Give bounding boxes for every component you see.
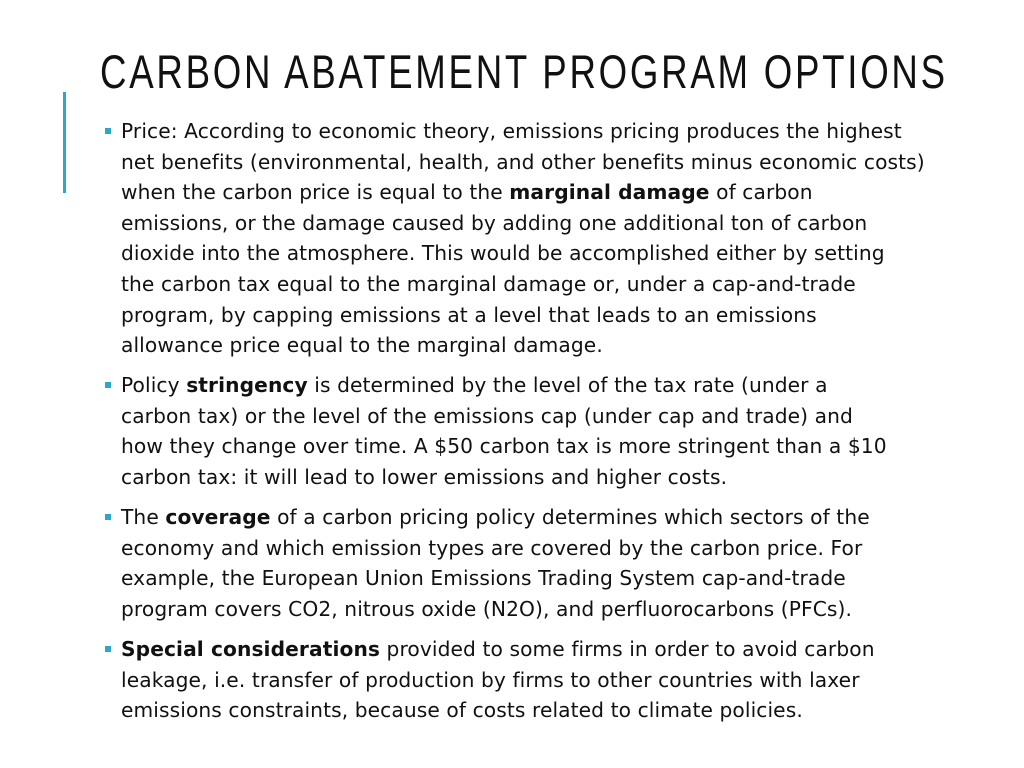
text-line: Price: According to economic theory, emissions pricing produces the highest (121, 119, 902, 143)
text-line: Special considerations provided to some firms in order to avoid carbon (121, 637, 875, 661)
text-line: emissions, or the damage caused by adding one additional ton of carbon (121, 210, 868, 235)
text-line: net benefits (environmental, health, and other benefits minus economic costs) (121, 149, 925, 174)
square-bullet-icon (105, 646, 111, 652)
text-line: economy and which emission types are covered by the carbon price. For (121, 535, 863, 560)
text-line: carbon tax) or the level of the emissions cap (under cap and trade) and (121, 403, 853, 428)
text-line: how they change over time. A $50 carbon tax is more stringent than a $10 (121, 434, 887, 459)
accent-bar (63, 92, 66, 193)
text-line: Policy stringency is determined by the level of the tax rate (under a (121, 373, 828, 398)
text-line: dioxide into the atmosphere. This would be accomplished either by setting (121, 241, 885, 266)
text-line: allowance price equal to the marginal damage. (121, 333, 603, 358)
bullet-item-price (103, 116, 983, 361)
square-bullet-icon (105, 128, 111, 134)
text-line: when the carbon price is equal to the marginal damage of carbon (121, 180, 813, 205)
bullet-item-coverage (103, 502, 983, 624)
emphasis-coverage: coverage (165, 505, 271, 530)
text-line: The coverage of a carbon pricing policy determines which sectors of the (121, 505, 870, 530)
bullet-item-stringency (103, 370, 983, 492)
text-line: program covers CO2, nitrous oxide (N2O), and perfluorocarbons (PFCs). (121, 596, 853, 621)
square-bullet-icon (105, 514, 111, 520)
text-line: emissions constraints, because of costs related to climate policies. (121, 698, 803, 723)
text-line: leakage, i.e. transfer of production by firms to other countries with laxer (121, 667, 860, 692)
emphasis-special-considerations: Special considerations (121, 637, 381, 661)
text-line: example, the European Union Emissions Trading System cap-and-trade (121, 566, 846, 591)
slide-title: CARBON ABATEMENT PROGRAM OPTIONS (100, 45, 948, 98)
emphasis-stringency: stringency (186, 373, 308, 398)
square-bullet-icon (105, 382, 111, 388)
bullet-item-special-considerations (103, 634, 983, 726)
text-line: carbon tax: it will lead to lower emissions and higher costs. (121, 465, 728, 490)
text-line: program, by capping emissions at a level that leads to an emissions (121, 302, 817, 327)
emphasis-marginal-damage: marginal damage (509, 180, 710, 205)
bullet-list (103, 116, 983, 735)
text-line: the carbon tax equal to the marginal damage or, under a cap-and-trade (121, 271, 856, 296)
